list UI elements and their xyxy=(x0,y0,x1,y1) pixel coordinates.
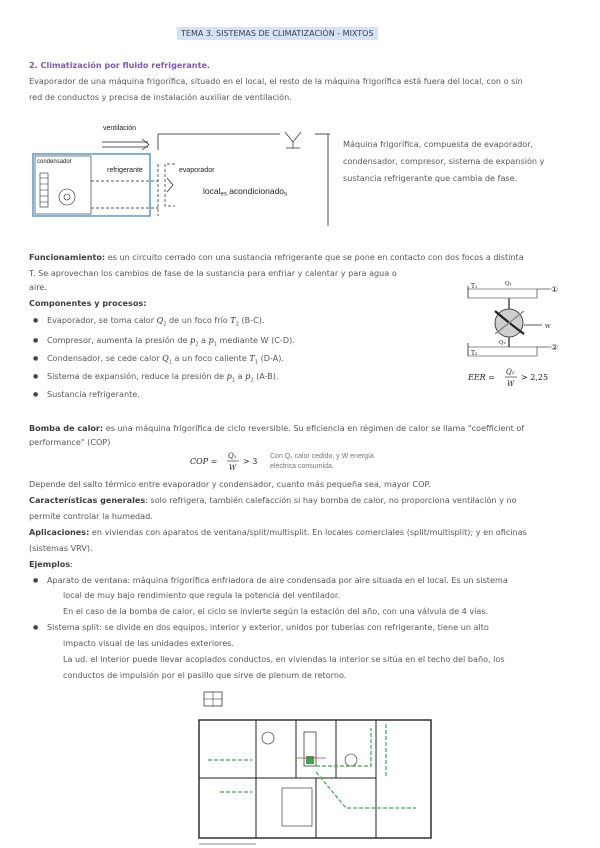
label-local: locales acondicionados xyxy=(203,186,288,198)
eer-denominator: W xyxy=(507,380,515,388)
cop-note-1: Con Q₁ calor cedido, y W energía xyxy=(270,453,374,460)
ejemplo-ventana-line-2: local de muy bajo rendimiento que regula la potencia del ventilador. xyxy=(63,590,341,600)
section-heading: 2. Climatización por fluido refrigerante. xyxy=(29,60,211,70)
label-w: W xyxy=(545,324,551,330)
refrigerant-system-diagram xyxy=(30,118,330,226)
ejemplo-split-line-4: conductos de impulsión por el pasillo que sirve de plenum de retorno. xyxy=(63,670,347,680)
eer-rhs: > 2,25 xyxy=(521,373,549,382)
bomba-line-1: Bomba de calor: es una máquina frigorífica de ciclo reversible. Su eficiencia en régimen de calor se llama "coefficient of xyxy=(29,423,525,433)
ejemplo-split: ● Sistema split: se divide en dos equipos, interior y exterior, unidos por tuberías con refrigerante, tiene un alto xyxy=(47,620,489,636)
page-title: TEMA 3. SISTEMAS DE CLIMATIZACIÓN - MIXTOS xyxy=(177,27,378,40)
label-t1: T₁ xyxy=(471,283,478,290)
ejemplo-ventana: ● Aparato de ventana: máquina frigorífica enfriadora de aire condensada por aire situada en el local. Es un sistema xyxy=(47,573,508,589)
componentes-heading: Componentes y procesos: xyxy=(29,298,147,308)
funcionamiento-line-2: T. Se aprovechan los cambios de fase de la sustancia para enfriar y calentar y para agua o xyxy=(29,268,397,278)
caption-line-3: sustancia refrigerante que cambia de fase. xyxy=(343,173,518,183)
label-q2: Q₂ xyxy=(499,340,506,346)
caracteristicas-line-1: Características generales: solo refrigera, también calefacción si hay bomba de calor, no proporciona ventilación y no xyxy=(29,495,517,505)
intro-line-2: red de conductos y precisa de instalación auxiliar de ventilación. xyxy=(29,92,292,102)
eer-lhs: EER = xyxy=(468,373,495,382)
label-evaporador: evaporador xyxy=(179,167,215,174)
ejemplo-ventana-line-3: En el caso de la bomba de calor, el ciclo se invierte según la estación del año, con una válvula de 4 vías. xyxy=(63,606,489,616)
funcionamiento-label: Funcionamiento: xyxy=(29,252,106,262)
aplicaciones-label: Aplicaciones: xyxy=(29,527,90,537)
refrigeration-cycle-diagram xyxy=(462,276,582,388)
funcionamiento-text: es un circuito cerrado con una sustancia refrigerante que se pone en contacto con dos focos a distinta xyxy=(105,252,524,262)
cop-lhs: COP = xyxy=(190,457,218,466)
label-state-2: ② xyxy=(551,343,559,352)
componente-item: ● Sustancia refrigerante. xyxy=(47,387,140,403)
caracteristicas-line-2: permite controlar la humedad. xyxy=(29,511,153,521)
ejemplos-heading: Ejemplos: xyxy=(29,559,73,569)
caption-line-1: Máquina frigorífica, compuesta de evaporador, xyxy=(343,139,534,149)
componente-item: ● Compresor, aumenta la presión de $p_2$ a $p_1$ mediante W (C-D). xyxy=(47,333,295,353)
cop-numerator: Q₁ xyxy=(228,452,237,460)
bomba-label: Bomba de calor: xyxy=(29,423,104,433)
componente-item: ● Evaporador, se toma calor $Q_2$ de un foco frío $T_2$ (B-C). xyxy=(47,313,264,333)
floor-plan-image xyxy=(196,688,436,846)
componente-item: ● Sistema de expansión, reduce la presión de $p_1$ a $p_2$ (A-B). xyxy=(47,369,279,389)
ejemplo-split-line-3: La ud. el interior puede llevar acoplados conductos, en viviendas la interior se sitúa en el techo del baño, los xyxy=(63,654,505,664)
diagram-caption xyxy=(343,136,544,187)
cop-rhs: > 3 xyxy=(243,457,258,466)
ejemplo-split-line-2: impacto visual de las unidades exteriores. xyxy=(63,638,234,648)
eer-numerator: Q₂ xyxy=(506,368,515,376)
label-q1: Q₁ xyxy=(505,281,512,287)
label-condensador: condensador xyxy=(37,159,72,165)
cop-denominator: W xyxy=(229,464,237,472)
bomba-line-2: performance" (COP) xyxy=(29,437,111,447)
label-state-1: ① xyxy=(551,285,559,294)
label-ventilacion: ventilación xyxy=(103,125,137,132)
aplicaciones-line-2: (sistemas VRV). xyxy=(29,543,93,553)
funcionamiento-line-3: aire. xyxy=(29,282,47,292)
label-refrigerante: refrigerante xyxy=(107,167,143,174)
intro-line-1: Evaporador de una máquina frigorífica, situado en el local, el resto de la máquina frigorífica está fuera del local, con o sin xyxy=(29,76,523,86)
cop-note-2: eléctrica consumida. xyxy=(270,463,334,470)
funcionamiento-line-1 xyxy=(29,250,524,266)
cop-formula xyxy=(190,448,420,474)
depende-text: Depende del salto térmico entre evaporador y condensador, cuanto más pequeña sea, mayor COP. xyxy=(29,479,431,489)
caption-line-2: condensador, compresor, sistema de expansión y xyxy=(343,156,545,166)
componente-item: ● Condensador, se cede calor $Q_1$ a un foco caliente $T_1$ (D-A). xyxy=(47,351,284,371)
aplicaciones-line-1: Aplicaciones: en viviendas con aparatos de ventana/split/multisplit. En locales comerciales (split/multisplit); y en oficinas xyxy=(29,527,527,537)
label-t2: T₂ xyxy=(471,350,478,357)
caracteristicas-label: Características generales xyxy=(29,495,146,505)
